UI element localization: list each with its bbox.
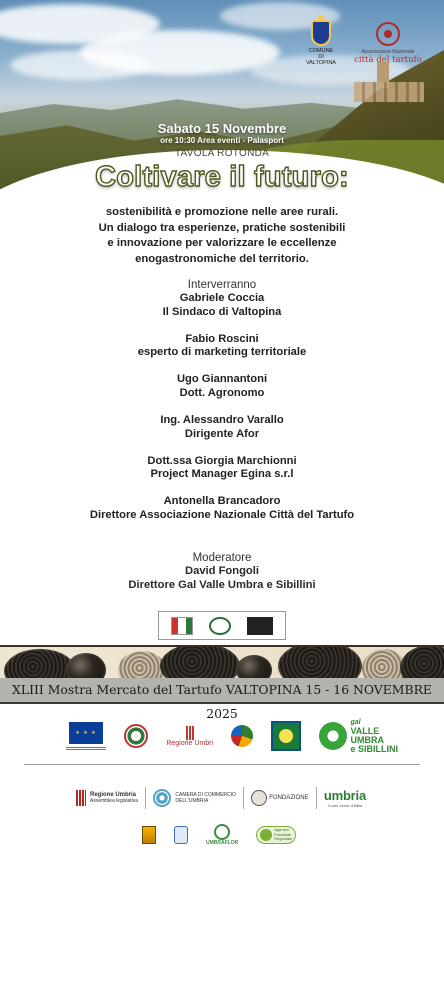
speakers-section	[20, 279, 424, 536]
camera-commercio-logo	[153, 789, 236, 807]
eu-flag-icon	[69, 722, 103, 744]
leader-logo-icon	[271, 721, 301, 751]
gal-tag: gal	[350, 719, 361, 726]
patronage-logos-box	[158, 611, 286, 640]
patron-badge-icon	[247, 617, 273, 635]
truffle-icon	[236, 655, 272, 678]
regione-umbria-icon	[76, 790, 86, 806]
association-logo-icon	[174, 826, 188, 844]
gal-text	[350, 718, 398, 754]
agenzia-line: Agenzia	[274, 827, 289, 833]
truffle-icon	[400, 645, 444, 678]
fondazione-logo	[251, 790, 308, 806]
regione-assemblea-text	[90, 792, 138, 804]
event-date: Sabato 15 Novembre	[157, 121, 287, 136]
speaker-name: Gabriele Coccia	[179, 292, 265, 304]
speaker-role: esperto di marketing territoriale	[137, 346, 307, 359]
speaker-name: Dott.ssa Giorgia Marchionni	[147, 454, 297, 467]
umbraflor-icon	[214, 824, 230, 840]
mostra-mercato-banner: XLIII Mostra Mercato del Tartufo VALTOPINA 15 - 16 NOVEMBRE 2025	[0, 678, 444, 704]
partner-logos-row-3	[0, 822, 444, 848]
emblem-icon	[209, 617, 231, 635]
speaker-name: Antonella Brancadoro	[163, 495, 281, 508]
citta-name: città del tartufo	[354, 55, 422, 65]
description-line: Un dialogo tra esperienze, pratiche sostenibili	[98, 221, 346, 234]
separator	[316, 787, 317, 809]
speaker-name: Fabio Roscini	[185, 332, 259, 345]
citta-small-caption: Associazione Nazionale	[361, 49, 415, 55]
speaker-item	[20, 333, 424, 360]
speaker-role: Dirigente Afor	[184, 427, 260, 440]
fondazione-label: FONDAZIONE	[269, 795, 309, 801]
citta-del-tartufo-logo	[352, 22, 424, 65]
speaker-item	[20, 455, 424, 482]
truffle-icon	[66, 653, 106, 678]
moderator-label: Moderatore	[192, 552, 252, 564]
description-line: enogastronomiche del territorio.	[135, 252, 309, 265]
speaker-item	[20, 373, 424, 400]
umbria-tagline: Cuore verde d'Italia	[327, 803, 363, 808]
umbria-wordmark: umbria	[323, 788, 366, 803]
event-type: TAVOLA ROTONDA	[174, 148, 270, 159]
moderator-name: David Fongoli	[185, 565, 259, 577]
gal-name-line: UMBRA	[350, 735, 384, 745]
italian-republic-emblem-icon	[124, 724, 148, 748]
regione-line: Regione Umbria	[90, 792, 137, 798]
speaker-name: Ing. Alessandro Varallo	[160, 414, 284, 427]
separator	[145, 787, 146, 809]
village-houses	[354, 82, 424, 102]
camera-text	[175, 792, 236, 804]
patron-logo-icon	[171, 617, 193, 635]
partner-logos-row-2	[0, 784, 444, 812]
gal-name-line: e SIBILLINI	[350, 744, 398, 754]
regione-umbria-label: Regione Umbri	[166, 739, 213, 747]
agenzia-line: Regionale	[274, 836, 293, 842]
umbraflor-logo	[206, 824, 238, 846]
partner-logos-row-1	[0, 718, 444, 754]
separator	[243, 787, 244, 809]
event-time-place: ore 10:30 Area eventi - Palasport	[160, 136, 284, 145]
truffle-icon	[4, 649, 76, 678]
truffle-icon	[118, 651, 166, 678]
gal-valle-umbra-logo	[319, 718, 398, 754]
cloud	[10, 50, 150, 80]
truffle-icon	[160, 645, 240, 678]
fondazione-icon	[251, 790, 267, 806]
truffle-icon	[278, 645, 362, 678]
agenzia-text	[274, 828, 292, 842]
agenzia-forestale-icon	[260, 829, 272, 841]
assemblea-line: Assemblea legislativa	[90, 798, 139, 804]
eu-caption-lines	[66, 746, 106, 751]
comune-crest-icon	[311, 20, 331, 46]
agenzia-forestale-logo	[256, 826, 296, 844]
speaker-item	[20, 292, 424, 319]
camera-line: DELL'UMBRIA	[175, 798, 209, 804]
regione-umbria-logo	[166, 726, 213, 747]
speaker-item	[20, 495, 424, 522]
divider	[24, 764, 420, 765]
gal-icon	[319, 722, 347, 750]
regione-umbria-assemblea-logo	[76, 790, 138, 806]
speaker-role: Dott. Agronomo	[179, 386, 265, 399]
speaker-role: Project Manager Egina s.r.l	[150, 468, 294, 481]
eu-logo	[66, 722, 106, 751]
umbria-brand-logo	[324, 788, 366, 808]
description-line: sostenibilità e promozione nelle aree rurali.	[105, 206, 339, 218]
camera-line: CAMERA DI COMMERCIO	[175, 792, 236, 798]
speaker-name: Ugo Giannantoni	[176, 373, 268, 386]
comune-logo-caption: COMUNE DI VALTOPINA	[306, 48, 336, 67]
psr-logo	[231, 725, 253, 747]
moderator-section	[20, 552, 424, 592]
municipality-crest-icon	[142, 826, 156, 844]
description-line: e innovazione per valorizzare le eccellenze	[107, 237, 337, 250]
speaker-role: Il Sindaco di Valtopina	[162, 305, 282, 318]
event-description	[30, 205, 414, 267]
truffle-banner	[0, 645, 444, 678]
moderator-role: Direttore Gal Valle Umbra e Sibillini	[128, 578, 316, 591]
comune-valtopina-logo	[306, 20, 336, 66]
gal-name-line: VALLE	[350, 726, 380, 736]
speaker-role: Direttore Associazione Nazionale Città del Tartufo	[89, 509, 355, 522]
camera-commercio-icon	[153, 789, 171, 807]
agenzia-line: Forestale	[274, 831, 291, 837]
regione-umbria-icon	[186, 726, 194, 740]
speaker-item	[20, 414, 424, 441]
umbraflor-label: UMBRAFLOR	[206, 840, 239, 846]
citta-del-tartufo-icon	[376, 22, 400, 46]
psr-icon	[231, 725, 253, 747]
speakers-label: Interverranno	[187, 279, 257, 291]
event-title: Coltivare il futuro:	[95, 161, 349, 193]
